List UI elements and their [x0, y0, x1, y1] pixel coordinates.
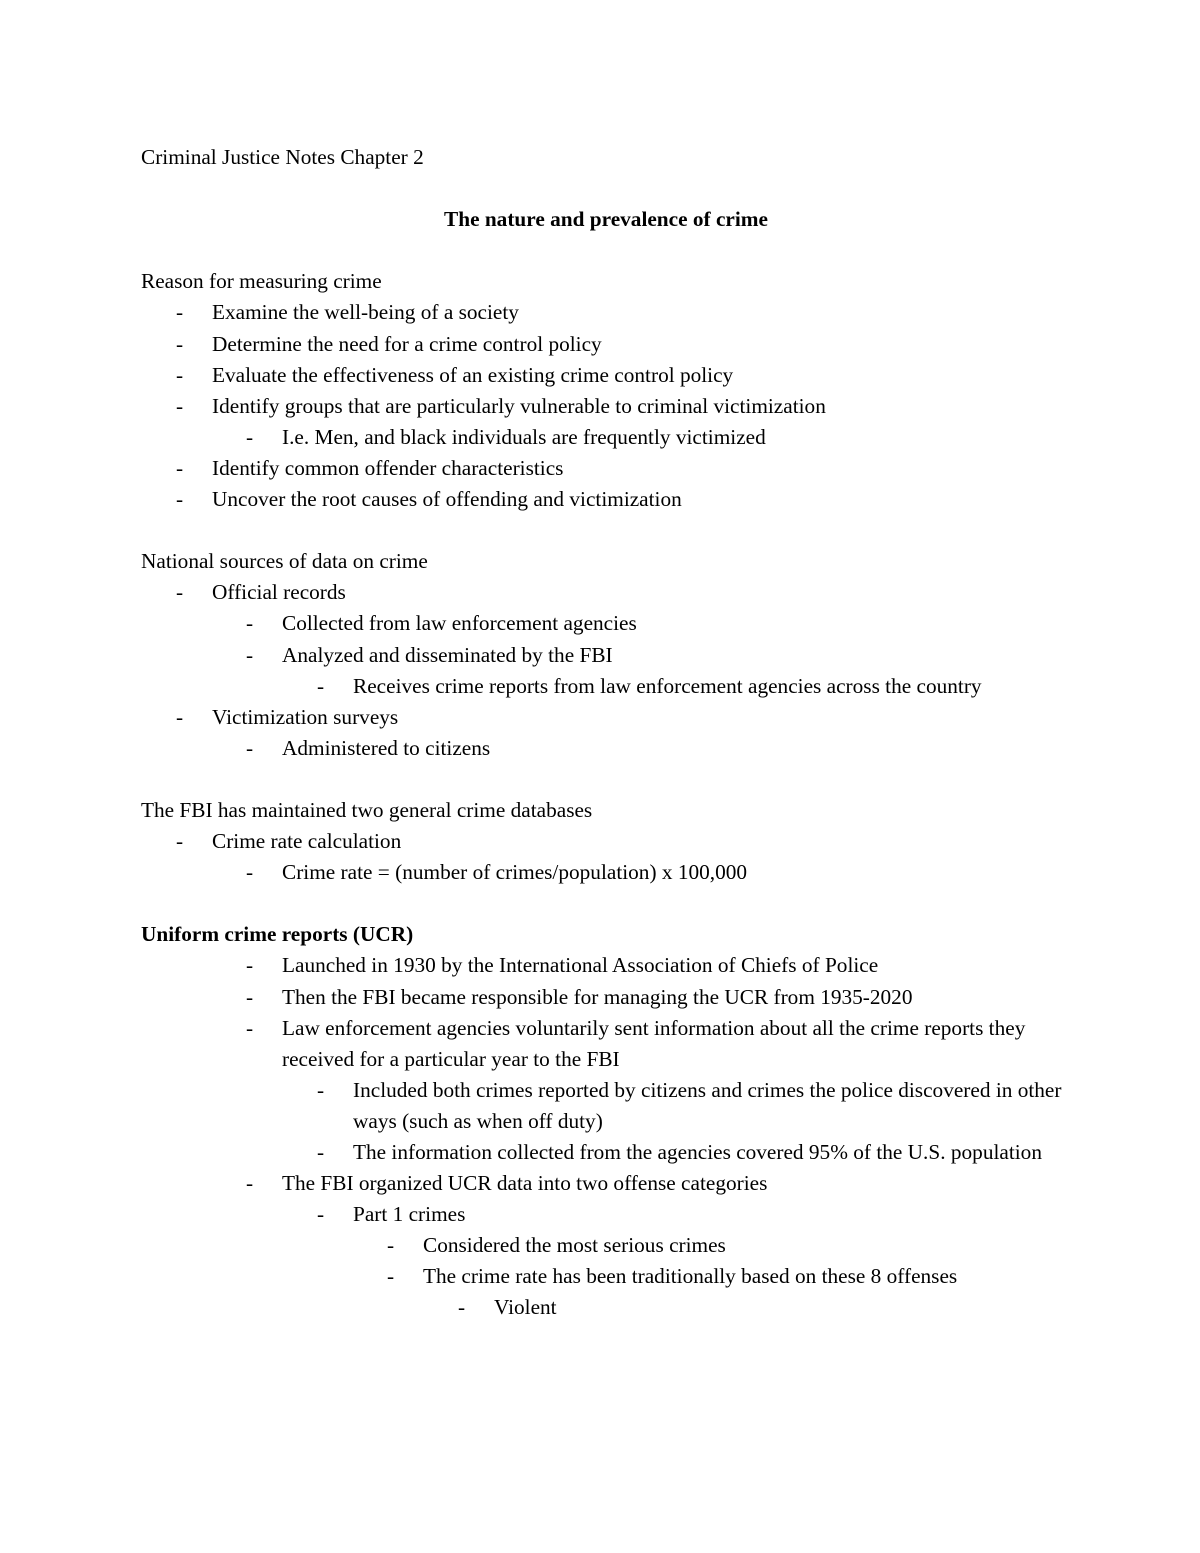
list-item	[387, 1230, 1071, 1261]
list-item	[176, 484, 1071, 515]
bullet-dash: -	[176, 393, 184, 418]
list-item	[317, 671, 1071, 702]
list-item-text: Administered to citizens	[282, 735, 491, 760]
section-heading-measuring: Reason for measuring crime	[141, 269, 382, 294]
list-item	[176, 391, 1071, 422]
list-item-text: Receives crime reports from law enforcement agencies across the country	[353, 673, 982, 698]
bullet-dash: -	[176, 487, 184, 512]
section-heading-fbi: The FBI has maintained two general crime databases	[141, 797, 593, 822]
spacer	[141, 888, 1071, 919]
list-item	[317, 1075, 1071, 1137]
list-item-text: Analyzed and disseminated by the FBI	[282, 642, 613, 667]
bullet-dash: -	[317, 1202, 325, 1227]
list-item	[246, 733, 1071, 764]
bullet-dash: -	[317, 1077, 325, 1102]
list-item	[246, 422, 1071, 453]
list-item	[176, 702, 1071, 733]
list-item	[317, 1137, 1071, 1168]
list-item-text: Crime rate calculation	[212, 829, 402, 854]
list-item	[387, 1261, 1071, 1292]
list-item-text: Law enforcement agencies voluntarily sent information about all the crime reports they received for a particular year to the FBI	[282, 1015, 1026, 1071]
list-item-text: I.e. Men, and black individuals are frequently victimized	[282, 424, 766, 449]
bullet-dash: -	[246, 611, 254, 636]
bullet-dash: -	[246, 953, 254, 978]
list-item	[458, 1292, 1071, 1323]
bullet-dash: -	[176, 300, 184, 325]
bullet-dash: -	[317, 673, 325, 698]
list-item	[246, 982, 1071, 1013]
list-item	[246, 950, 1071, 981]
list-item-text: Identify common offender characteristics	[212, 455, 564, 480]
list-item-text: The FBI organized UCR data into two offense categories	[282, 1171, 768, 1196]
course-line: Criminal Justice Notes Chapter 2	[141, 145, 424, 169]
bullet-dash: -	[387, 1233, 395, 1258]
list-item-text: Official records	[212, 580, 346, 605]
bullet-dash: -	[176, 455, 184, 480]
section-heading-sources: National sources of data on crime	[141, 549, 428, 574]
bullet-dash: -	[246, 860, 254, 885]
bullet-dash: -	[246, 1171, 254, 1196]
bullet-dash: -	[246, 642, 254, 667]
document-body	[141, 142, 1071, 1324]
spacer	[141, 235, 1071, 266]
spacer	[141, 764, 1071, 795]
list-item	[176, 453, 1071, 484]
bullet-dash: -	[176, 704, 184, 729]
list-item-text: The crime rate has been traditionally based on these 8 offenses	[423, 1264, 958, 1289]
list-item	[246, 857, 1071, 888]
bullet-dash: -	[176, 829, 184, 854]
list-item-text: Examine the well-being of a society	[212, 300, 519, 325]
list-item	[317, 1199, 1071, 1230]
bullet-dash: -	[176, 580, 184, 605]
page-title: The nature and prevalence of crime	[444, 207, 768, 232]
bullet-dash: -	[246, 735, 254, 760]
list-item-text: Launched in 1930 by the International Association of Chiefs of Police	[282, 953, 879, 978]
bullet-dash: -	[317, 1140, 325, 1164]
list-item-text: Determine the need for a crime control policy	[212, 331, 602, 356]
list-item	[176, 826, 1071, 857]
section-heading-ucr: Uniform crime reports (UCR)	[141, 922, 414, 947]
list-item-text: The information collected from the agencies covered 95% of the U.S. population	[353, 1140, 1042, 1164]
bullet-dash: -	[246, 424, 254, 449]
list-item-text: Violent	[494, 1295, 557, 1320]
list-item	[246, 1168, 1071, 1199]
list-item-text: Uncover the root causes of offending and victimization	[212, 487, 682, 512]
spacer	[141, 173, 1071, 204]
list-item-text: Included both crimes reported by citizens and crimes the police discovered in other ways (such as when off duty)	[353, 1077, 1062, 1133]
bullet-dash: -	[387, 1264, 395, 1289]
list-item	[246, 608, 1071, 639]
list-item	[246, 640, 1071, 671]
list-item-text: Then the FBI became responsible for managing the UCR from 1935-2020	[282, 984, 913, 1009]
list-item-text: Collected from law enforcement agencies	[282, 611, 637, 636]
list-item	[246, 1013, 1071, 1075]
list-item	[176, 360, 1071, 391]
list-item-text: Considered the most serious crimes	[423, 1233, 726, 1258]
spacer	[141, 515, 1071, 546]
list-item	[176, 329, 1071, 360]
list-item-text: Crime rate = (number of crimes/population) x 100,000	[282, 860, 748, 885]
bullet-dash: -	[246, 1015, 254, 1040]
bullet-dash: -	[176, 362, 184, 387]
list-item-text: Identify groups that are particularly vulnerable to criminal victimization	[212, 393, 826, 418]
bullet-dash: -	[246, 984, 254, 1009]
list-item-text: Evaluate the effectiveness of an existing crime control policy	[212, 362, 734, 387]
list-item-text: Victimization surveys	[212, 704, 399, 729]
list-item	[176, 577, 1071, 608]
bullet-dash: -	[176, 331, 184, 356]
list-item-text: Part 1 crimes	[353, 1202, 466, 1227]
list-item	[176, 297, 1071, 328]
bullet-dash: -	[458, 1295, 466, 1320]
